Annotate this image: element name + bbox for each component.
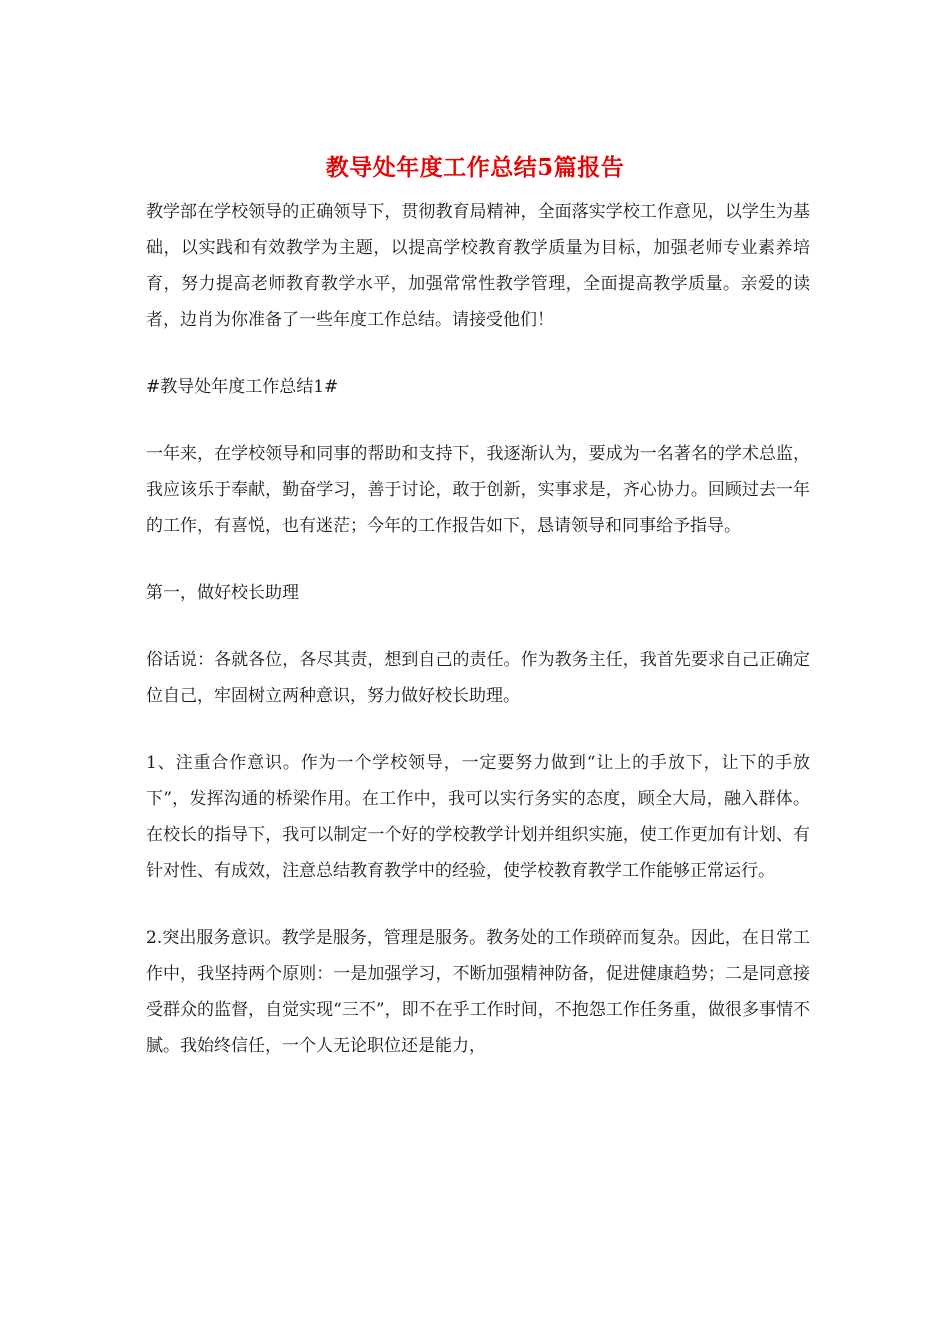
document-body [146, 194, 810, 1064]
section-heading: #教导处年度工作总结1# [146, 377, 339, 397]
paragraph-overview: 一年来，在学校领导和同事的帮助和支持下，我逐渐认为，要成为一名著名的学术总监，我应该乐于奉献，勤奋学习，善于讨论，敢于创新，实事求是，齐心协力。回顾过去一年的工作，有喜悦，也有迷茫；今年的工作报告如下，恳请领导和同事给予指导。 [146, 444, 810, 536]
paragraph-cooperation: 1、注重合作意识。作为一个学校领导，一定要努力做到“让上的手放下，让下的手放下”，发挥沟通的桥梁作用。在工作中，我可以实行务实的态度，顾全大局，融入群体。在校长的指导下，我可以制定一个好的学校教学计划并组织实施，使工作更加有计划、有针对性、有成效，注意总结教育教学中的经验，使学校教育教学工作能够正常运行。 [146, 753, 810, 881]
document-title: 教导处年度工作总结5篇报告 [325, 154, 625, 181]
paragraph-service: 2.突出服务意识。教学是服务，管理是服务。教务处的工作琐碎而复杂。因此，在日常工作中，我坚持两个原则：一是加强学习，不断加强精神防备，促进健康趋势；二是同意接受群众的监督，自觉实现“三不”，即不在乎工作时间，不抱怨工作任务重，做很多事情不腻。我始终信任，一个人无论职位还是能力， [146, 928, 810, 1056]
paragraph-proverb: 俗话说：各就各位，各尽其责，想到自己的责任。作为教务主任，我首先要求自己正确定位自己，牢固树立两种意识，努力做好校长助理。 [146, 650, 810, 706]
subsection-heading: 第一，做好校长助理 [146, 583, 299, 603]
intro-paragraph: 教学部在学校领导的正确领导下，贯彻教育局精神，全面落实学校工作意见，以学生为基础，以实践和有效教学为主题，以提高学校教育教学质量为目标，加强老师专业素养培育，努力提高老师教育教学水平，加强常常性教学管理，全面提高教学质量。亲爱的读者，边肖为你准备了一些年度工作总结。请接受他们！ [146, 202, 810, 330]
